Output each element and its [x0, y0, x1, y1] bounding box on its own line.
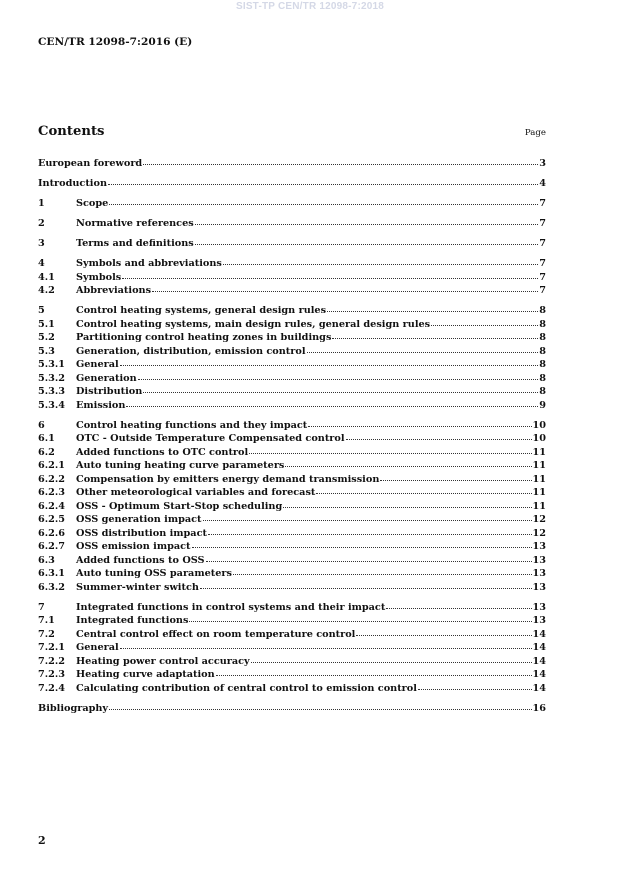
toc-entry-title: Auto tuning heating curve parameters — [76, 460, 285, 471]
toc-entry[interactable] — [38, 357, 546, 371]
toc-entry-title: Integrated functions — [76, 615, 189, 626]
toc-dot-leader — [327, 302, 538, 312]
toc-entry-title: Bibliography — [38, 702, 109, 714]
toc-entry[interactable] — [38, 270, 546, 284]
toc-entry[interactable] — [38, 566, 546, 580]
toc-entry-page: 8 — [539, 332, 546, 343]
toc-entry-page: 14 — [532, 628, 546, 640]
toc-entry[interactable] — [38, 418, 546, 432]
toc-dot-leader — [108, 175, 538, 185]
toc-dot-leader — [431, 316, 538, 326]
toc-entry-title: General — [76, 642, 119, 653]
toc-entry-title: Abbreviations — [76, 285, 152, 296]
toc-entry-title: OSS emission impact — [76, 541, 191, 552]
toc-dot-leader — [200, 579, 532, 589]
toc-entry[interactable] — [38, 485, 546, 499]
toc-entry[interactable] — [38, 667, 546, 681]
toc-dot-leader — [109, 195, 538, 205]
toc-entry-page: 7 — [539, 198, 546, 209]
toc-entry-title: Added functions to OSS — [76, 554, 205, 566]
toc-entry[interactable] — [38, 303, 546, 317]
toc-entry-page: 7 — [539, 258, 546, 269]
toc-dot-leader — [126, 397, 538, 407]
toc-entry-page: 4 — [539, 178, 546, 189]
toc-entry-page: 7 — [539, 218, 546, 229]
toc-entry-number: 4.1 — [38, 271, 55, 283]
toc-entry-title: OSS - Optimum Start-Stop scheduling — [76, 500, 283, 512]
toc-entry-title: Symbols — [76, 271, 122, 283]
toc-entry-title: Control heating systems, general design rules — [76, 305, 327, 316]
toc-entry[interactable] — [38, 640, 546, 654]
toc-entry-number: 5.3.4 — [38, 399, 65, 411]
toc-entry[interactable] — [38, 216, 546, 230]
toc-dot-leader — [143, 383, 538, 393]
toc-entry-number: 5.3.3 — [38, 386, 65, 397]
toc-entry-page: 10 — [532, 419, 546, 431]
toc-entry[interactable] — [38, 681, 546, 695]
toc-entry[interactable] — [38, 256, 546, 270]
toc-entry-title: OTC - Outside Temperature Compensated control — [76, 433, 345, 444]
toc-entry-number: 6.2.6 — [38, 527, 65, 539]
toc-entry-title: Distribution — [76, 386, 143, 397]
toc-dot-leader — [285, 457, 531, 467]
toc-dot-leader — [332, 329, 538, 339]
toc-entry[interactable] — [38, 384, 546, 398]
toc-entry[interactable] — [38, 371, 546, 385]
toc-entry-title: Added functions to OTC control — [76, 446, 249, 458]
toc-entry[interactable] — [38, 580, 546, 594]
toc-entry-number: 4.2 — [38, 285, 55, 296]
toc-entry-page: 11 — [532, 473, 546, 485]
toc-entry[interactable] — [38, 344, 546, 358]
toc-entry-number: 2 — [38, 218, 45, 229]
toc-dot-leader — [283, 498, 531, 508]
toc-dot-leader — [189, 612, 531, 622]
toc-entry-number: 4 — [38, 258, 45, 269]
toc-entry-page: 8 — [539, 318, 546, 330]
toc-entry[interactable] — [38, 701, 546, 715]
toc-entry-number: 5.3.2 — [38, 372, 65, 384]
toc-entry[interactable] — [38, 512, 546, 526]
toc-entry-page: 9 — [539, 399, 546, 411]
toc-entry-title: Normative references — [76, 218, 194, 229]
toc-entry-page: 13 — [532, 554, 546, 566]
toc-entry-title: European foreword — [38, 158, 143, 169]
toc-entry-number: 7.2.1 — [38, 642, 65, 653]
toc-entry-number: 7.2.3 — [38, 669, 65, 680]
toc-dot-leader — [122, 269, 538, 279]
toc-entry-page: 13 — [532, 568, 546, 579]
toc-entry-page: 14 — [532, 669, 546, 680]
toc-entry-page: 11 — [532, 446, 546, 458]
toc-entry[interactable] — [38, 317, 546, 331]
toc-entry-page: 8 — [539, 305, 546, 316]
toc-entry-number: 6.2 — [38, 446, 55, 458]
toc-entry-title: Heating curve adaptation — [76, 669, 215, 680]
toc-entry-number: 6.3.1 — [38, 568, 65, 579]
toc-entry[interactable] — [38, 499, 546, 513]
toc-entry[interactable] — [38, 600, 546, 614]
toc-dot-leader — [249, 444, 531, 454]
toc-entry[interactable] — [38, 236, 546, 250]
toc-dot-leader — [138, 370, 538, 380]
toc-entry[interactable] — [38, 526, 546, 540]
toc-entry-title: Calculating contribution of central control to emission control — [76, 682, 417, 694]
toc-entry-number: 1 — [38, 198, 45, 209]
toc-entry[interactable] — [38, 539, 546, 553]
toc-entry-number: 6.2.2 — [38, 473, 65, 485]
toc-entry-number: 7.1 — [38, 615, 55, 626]
table-of-contents — [38, 156, 546, 714]
toc-dot-leader — [203, 511, 532, 521]
toc-entry-page: 13 — [532, 541, 546, 552]
toc-dot-leader — [316, 484, 531, 494]
toc-entry-number: 5 — [38, 305, 45, 316]
toc-entry-number: 6.2.5 — [38, 514, 65, 525]
toc-entry-page: 8 — [539, 359, 546, 370]
toc-entry-page: 16 — [532, 702, 546, 714]
toc-entry-number: 6.2.3 — [38, 487, 65, 498]
toc-entry-number: 7.2.2 — [38, 655, 65, 667]
toc-entry-title: Compensation by emitters energy demand transmission — [76, 473, 380, 485]
toc-entry[interactable] — [38, 196, 546, 210]
page-column-label: Page — [524, 128, 546, 138]
toc-entry-number: 6.2.4 — [38, 500, 65, 512]
toc-entry[interactable] — [38, 156, 546, 170]
toc-entry-page: 14 — [532, 655, 546, 667]
toc-entry-title: OSS generation impact — [76, 514, 202, 525]
toc-entry-number: 6.2.1 — [38, 460, 65, 471]
toc-entry[interactable] — [38, 613, 546, 627]
toc-entry-number: 3 — [38, 238, 45, 249]
toc-entry-title: General — [76, 359, 119, 370]
toc-dot-leader — [346, 430, 532, 440]
toc-dot-leader — [223, 255, 538, 265]
toc-entry-page: 7 — [539, 285, 546, 296]
toc-dot-leader — [206, 552, 532, 562]
toc-entry-title: Central control effect on room temperature control — [76, 628, 356, 640]
toc-dot-leader — [233, 565, 532, 575]
toc-entry-title: Summer-winter switch — [76, 581, 199, 593]
toc-entry-title: Scope — [76, 198, 109, 209]
toc-entry-page: 7 — [539, 238, 546, 249]
toc-entry-page: 8 — [539, 372, 546, 384]
toc-entry-number: 5.3 — [38, 345, 55, 357]
toc-entry-title: Terms and definitions — [76, 238, 194, 249]
toc-entry-page: 12 — [532, 527, 546, 539]
contents-title: Contents — [38, 124, 105, 139]
toc-entry-page: 8 — [539, 345, 546, 357]
toc-dot-leader — [380, 471, 531, 481]
toc-entry-number: 7.2 — [38, 628, 55, 640]
toc-dot-leader — [120, 639, 532, 649]
toc-entry-title: Introduction — [38, 178, 107, 189]
toc-entry-title: OSS distribution impact — [76, 527, 207, 539]
toc-entry[interactable] — [38, 176, 546, 190]
toc-entry-number: 6.3 — [38, 554, 55, 566]
toc-entry-number: 6.2.7 — [38, 541, 65, 552]
toc-dot-leader — [251, 653, 532, 663]
toc-dot-leader — [143, 155, 538, 165]
toc-dot-leader — [216, 666, 532, 676]
toc-dot-leader — [120, 356, 538, 366]
toc-entry-number: 7 — [38, 601, 45, 613]
toc-entry-page: 14 — [532, 642, 546, 653]
toc-entry-page: 7 — [539, 271, 546, 283]
toc-entry-page: 11 — [532, 460, 546, 471]
toc-entry-title: Partitioning control heating zones in buildings — [76, 332, 332, 343]
toc-entry-page: 3 — [539, 158, 546, 169]
toc-dot-leader — [192, 538, 532, 548]
toc-entry-number: 6.3.2 — [38, 581, 65, 593]
toc-entry-title: Generation — [76, 372, 137, 384]
toc-dot-leader — [195, 215, 538, 225]
toc-dot-leader — [308, 417, 531, 427]
toc-entry-title: Auto tuning OSS parameters — [76, 568, 232, 579]
toc-entry[interactable] — [38, 654, 546, 668]
toc-dot-leader — [418, 680, 532, 690]
toc-dot-leader — [195, 235, 538, 245]
toc-dot-leader — [208, 525, 532, 535]
toc-entry[interactable] — [38, 458, 546, 472]
watermark: SIST-TP CEN/TR 12098-7:2018 — [235, 1, 385, 12]
toc-entry-page: 14 — [532, 682, 546, 694]
toc-entry-title: Control heating functions and they impact — [76, 419, 308, 431]
toc-dot-leader — [356, 626, 531, 636]
toc-entry-page: 13 — [532, 601, 546, 613]
toc-entry-number: 6 — [38, 419, 45, 431]
toc-entry-number: 5.2 — [38, 332, 55, 343]
toc-entry-page: 10 — [532, 433, 546, 444]
toc-entry-number: 5.3.1 — [38, 359, 65, 370]
toc-entry-title: Generation, distribution, emission control — [76, 345, 306, 357]
toc-entry-page: 13 — [532, 615, 546, 626]
toc-entry[interactable] — [38, 283, 546, 297]
toc-entry-title: Emission — [76, 399, 126, 411]
toc-entry-number: 6.1 — [38, 433, 55, 444]
toc-entry[interactable] — [38, 330, 546, 344]
toc-entry[interactable] — [38, 553, 546, 567]
toc-entry-page: 11 — [532, 487, 546, 498]
toc-entry-page: 12 — [532, 514, 546, 525]
toc-dot-leader — [307, 343, 538, 353]
toc-entry-title: Heating power control accuracy — [76, 655, 250, 667]
toc-dot-leader — [152, 282, 538, 292]
toc-entry[interactable] — [38, 398, 546, 412]
toc-entry[interactable] — [38, 445, 546, 459]
toc-entry-title: Integrated functions in control systems and their impact — [76, 601, 386, 613]
toc-dot-leader — [109, 700, 531, 710]
toc-entry-page: 13 — [532, 581, 546, 593]
toc-dot-leader — [386, 599, 531, 609]
toc-entry-number: 7.2.4 — [38, 682, 65, 694]
toc-entry-title: Other meteorological variables and forecast — [76, 487, 316, 498]
page-number: 2 — [38, 834, 46, 847]
toc-entry-title: Symbols and abbreviations — [76, 258, 222, 269]
toc-entry-page: 8 — [539, 386, 546, 397]
toc-entry-title: Control heating systems, main design rules, general design rules — [76, 318, 431, 330]
toc-entry-number: 5.1 — [38, 318, 55, 330]
document-id: CEN/TR 12098-7:2016 (E) — [38, 36, 193, 48]
toc-entry[interactable] — [38, 431, 546, 445]
toc-entry[interactable] — [38, 627, 546, 641]
toc-entry[interactable] — [38, 472, 546, 486]
toc-entry-page: 11 — [532, 500, 546, 512]
